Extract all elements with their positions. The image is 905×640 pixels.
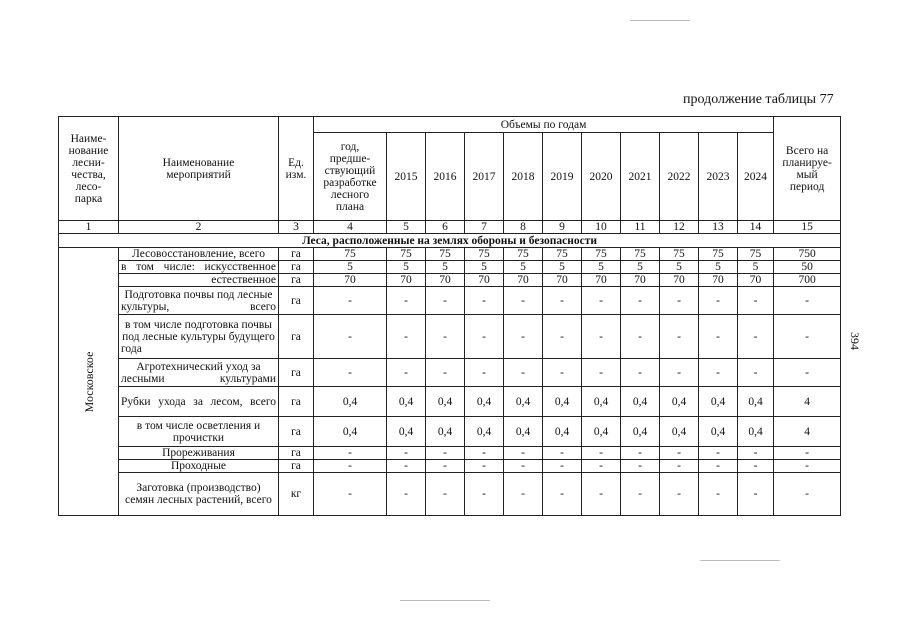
value-cell: 70 [426,274,465,287]
value-cell: 5 [699,261,738,274]
value-cell: 0,4 [426,417,465,447]
activity-name: Проходные [119,460,279,473]
activity-name: в том числе осветления и прочистки [119,417,279,447]
header-forestry: Наиме- нование лесни- чества, лесо- парка [59,117,119,221]
value-cell: - [738,460,774,473]
value-cell: - [543,447,582,460]
unit-cell: га [279,248,314,261]
unit-cell: кг [279,473,314,516]
table-row [59,447,841,460]
value-cell: - [774,447,841,460]
value-cell: 0,4 [504,417,543,447]
column-number: 2 [119,221,279,234]
value-cell: - [465,287,504,315]
value-cell: - [621,447,660,460]
activity-name: естественное [119,274,279,287]
header-year: 2024 [738,133,774,221]
value-cell: - [504,447,543,460]
value-cell: - [621,460,660,473]
value-cell: - [582,315,621,359]
column-number: 11 [621,221,660,234]
column-number: 7 [465,221,504,234]
value-cell: 70 [504,274,543,287]
value-cell: 0,4 [314,417,387,447]
value-cell: - [738,359,774,387]
value-cell: - [738,447,774,460]
value-cell: 0,4 [582,417,621,447]
header-year: 2021 [621,133,660,221]
value-cell: - [314,315,387,359]
value-cell: - [699,359,738,387]
value-cell: 70 [314,274,387,287]
value-cell: - [774,315,841,359]
value-cell: - [504,315,543,359]
unit-cell: га [279,315,314,359]
value-cell: - [660,447,699,460]
value-cell: - [387,447,426,460]
header-year: 2017 [465,133,504,221]
value-cell: - [738,315,774,359]
activity-name: Заготовка (производство) семян лесных растений, всего [119,473,279,516]
value-cell: - [426,287,465,315]
value-cell: 5 [426,261,465,274]
value-cell: - [387,460,426,473]
value-cell: - [314,447,387,460]
header-year: 2015 [387,133,426,221]
value-cell: 0,4 [465,417,504,447]
value-cell: - [543,473,582,516]
value-cell: 75 [314,248,387,261]
value-cell: - [582,473,621,516]
column-number: 5 [387,221,426,234]
forestry-name: Московское [81,351,96,412]
value-cell: - [543,460,582,473]
value-cell: 5 [738,261,774,274]
table-row [59,473,841,516]
unit-cell: га [279,387,314,417]
value-cell: 0,4 [699,417,738,447]
value-cell: - [426,460,465,473]
value-cell: 0,4 [582,387,621,417]
value-cell: - [774,287,841,315]
value-cell: 0,4 [426,387,465,417]
value-cell: 70 [465,274,504,287]
table-row [59,261,841,274]
value-cell: 5 [387,261,426,274]
value-cell: 0,4 [621,387,660,417]
unit-cell: га [279,261,314,274]
unit-cell: га [279,287,314,315]
value-cell: 75 [738,248,774,261]
value-cell: - [582,287,621,315]
value-cell: - [543,315,582,359]
value-cell: 5 [504,261,543,274]
header-year: 2022 [660,133,699,221]
value-cell: 4 [774,387,841,417]
value-cell: - [660,359,699,387]
activity-name: Агротехнический уход за лесными культурами [119,359,279,387]
value-cell: 0,4 [621,417,660,447]
value-cell: 75 [621,248,660,261]
value-cell: 70 [387,274,426,287]
header-year: 2016 [426,133,465,221]
value-cell: - [314,460,387,473]
value-cell: 75 [426,248,465,261]
value-cell: 0,4 [660,387,699,417]
value-cell: - [699,460,738,473]
value-cell: 75 [504,248,543,261]
table-caption: продолжение таблицы 77 [683,92,834,107]
value-cell: 0,4 [465,387,504,417]
value-cell: 75 [660,248,699,261]
value-cell: 75 [543,248,582,261]
value-cell: - [504,460,543,473]
value-cell: 70 [738,274,774,287]
value-cell: - [660,315,699,359]
value-cell: 5 [465,261,504,274]
value-cell: 50 [774,261,841,274]
value-cell: - [504,473,543,516]
value-cell: 5 [660,261,699,274]
value-cell: - [504,359,543,387]
value-cell: 0,4 [314,387,387,417]
table-row [59,274,841,287]
forestry-cell [59,248,119,516]
value-cell: - [660,287,699,315]
table-row [59,387,841,417]
value-cell: - [774,473,841,516]
activity-name: Прореживания [119,447,279,460]
table-row [59,417,841,447]
value-cell: - [387,359,426,387]
section-title: Леса, расположенные на землях обороны и безопасности [59,234,841,248]
value-cell: - [621,359,660,387]
value-cell: 0,4 [504,387,543,417]
value-cell: - [582,460,621,473]
value-cell: - [387,473,426,516]
value-cell: 0,4 [543,387,582,417]
value-cell: - [699,287,738,315]
value-cell: - [504,287,543,315]
value-cell: 75 [582,248,621,261]
value-cell: 75 [387,248,426,261]
value-cell: - [465,460,504,473]
header-year: 2018 [504,133,543,221]
value-cell: - [543,359,582,387]
table-row [59,287,841,315]
value-cell: - [699,447,738,460]
header-total: Всего на планируе- мый период [774,117,841,221]
header-unit: Ед. изм. [279,117,314,221]
value-cell: - [465,315,504,359]
column-number: 4 [314,221,387,234]
value-cell: - [699,473,738,516]
value-cell: - [426,359,465,387]
column-number: 8 [504,221,543,234]
value-cell: - [621,287,660,315]
value-cell: - [426,447,465,460]
header-activity: Наименование мероприятий [119,117,279,221]
value-cell: - [543,287,582,315]
value-cell: - [426,473,465,516]
value-cell: - [314,287,387,315]
scan-artifact [700,560,780,561]
value-cell: 75 [465,248,504,261]
value-cell: 70 [699,274,738,287]
unit-cell: га [279,417,314,447]
value-cell: 75 [699,248,738,261]
value-cell: - [426,315,465,359]
unit-cell: га [279,460,314,473]
value-cell: 5 [543,261,582,274]
column-number: 13 [699,221,738,234]
value-cell: - [621,315,660,359]
value-cell: 5 [582,261,621,274]
column-number: 14 [738,221,774,234]
value-cell: 70 [621,274,660,287]
value-cell: - [621,473,660,516]
column-number: 3 [279,221,314,234]
value-cell: 70 [543,274,582,287]
unit-cell: га [279,359,314,387]
value-cell: - [387,287,426,315]
value-cell: - [774,359,841,387]
value-cell: - [465,447,504,460]
scan-artifact [630,20,690,21]
value-cell: 0,4 [738,417,774,447]
value-cell: 0,4 [387,387,426,417]
column-number: 15 [774,221,841,234]
column-number: 10 [582,221,621,234]
value-cell: - [660,460,699,473]
value-cell: - [314,473,387,516]
column-number: 9 [543,221,582,234]
activity-name: Подготовка почвы под лесные культуры, всего [119,287,279,315]
value-cell: - [774,460,841,473]
value-cell: 0,4 [738,387,774,417]
value-cell: 700 [774,274,841,287]
value-cell: 0,4 [543,417,582,447]
value-cell: 0,4 [660,417,699,447]
scan-artifact [400,600,490,601]
table-row [59,460,841,473]
value-cell: 4 [774,417,841,447]
value-cell: 5 [314,261,387,274]
activity-name: в том числе: искусственное [119,261,279,274]
value-cell: 750 [774,248,841,261]
header-prev-year: год, предше- ствующий разработке лесного плана [314,133,387,221]
value-cell: - [738,287,774,315]
table-row [59,359,841,387]
value-cell: - [465,473,504,516]
data-table [58,116,841,516]
value-cell: - [699,315,738,359]
value-cell: 0,4 [699,387,738,417]
table-row [59,315,841,359]
value-cell: - [582,447,621,460]
table-row [59,248,841,261]
activity-name: Рубки ухода за лесом, всего [119,387,279,417]
value-cell: 0,4 [387,417,426,447]
value-cell: 5 [621,261,660,274]
column-number: 6 [426,221,465,234]
activity-name: в том числе подготовка почвы под лесные культуры будущего года [119,315,279,359]
header-volumes-by-year: Объемы по годам [314,117,774,133]
unit-cell: га [279,274,314,287]
value-cell: - [738,473,774,516]
header-year: 2023 [699,133,738,221]
value-cell: - [387,315,426,359]
header-year: 2019 [543,133,582,221]
column-number: 12 [660,221,699,234]
unit-cell: га [279,447,314,460]
value-cell: 70 [660,274,699,287]
value-cell: - [582,359,621,387]
value-cell: - [465,359,504,387]
value-cell: 70 [582,274,621,287]
page-number: 394 [848,332,862,350]
value-cell: - [314,359,387,387]
value-cell: - [660,473,699,516]
activity-name: Лесовосстановление, всего [119,248,279,261]
header-year: 2020 [582,133,621,221]
column-number: 1 [59,221,119,234]
